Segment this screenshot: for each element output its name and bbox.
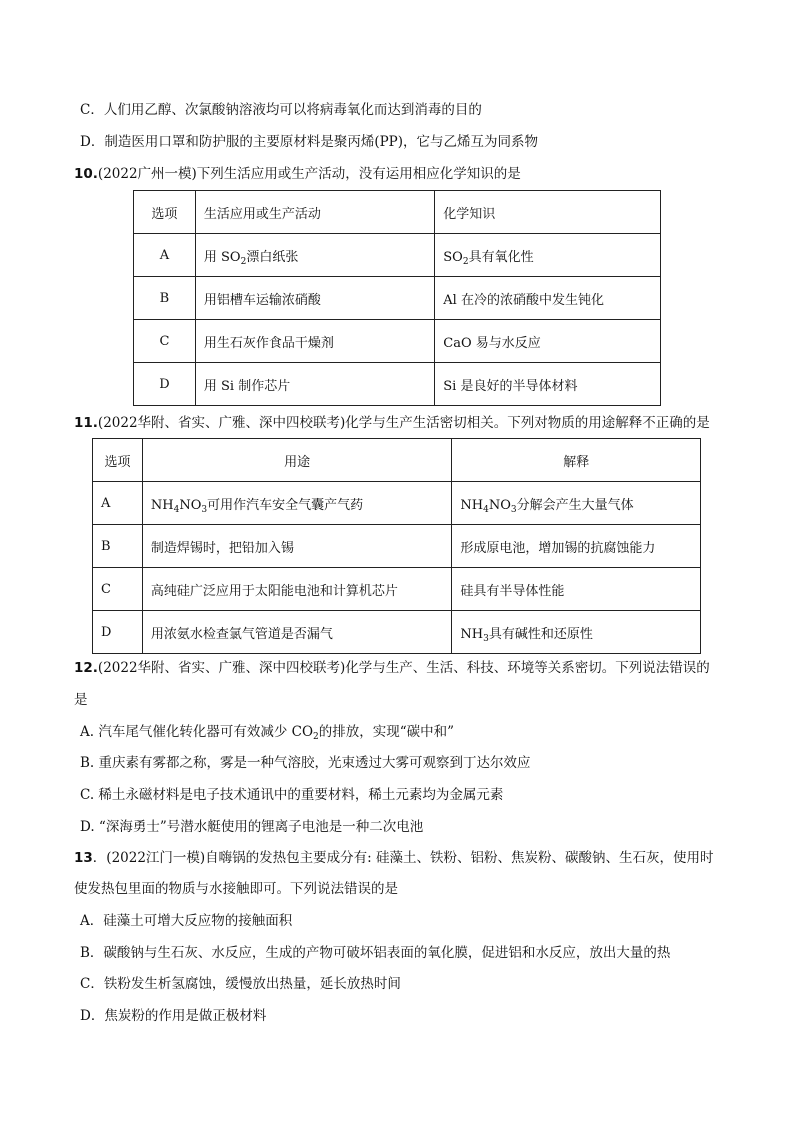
activity-cell: 用 $SO_2$漂白纸张 <box>195 234 434 277</box>
knowledge-cell: Al 在冷的浓硝酸中发生钝化 <box>435 277 661 320</box>
table-row <box>93 525 701 568</box>
q11-number: 11. <box>74 415 98 431</box>
table-row <box>134 363 661 406</box>
q13-stem-text: ．(2022江门一模)自嗨锅的发热包主要成分有: 硅藻土、铁粉、铝粉、焦炭粉、碳酸钠、生石灰，使用时 <box>92 850 714 866</box>
q13-number: 13 <box>74 850 93 866</box>
q12-stem-text: (2022华附、省实、广雅、深中四校联考)化学与生产、生活、科技、环境等关系密切。下列说法错误的 <box>97 660 710 676</box>
table-row <box>93 568 701 611</box>
q10-stem <box>74 164 521 184</box>
option-cell: A <box>134 234 196 277</box>
q9-option-c: C．人们用乙醇、次氯酸钠溶液均可以将病毒氧化而达到消毒的目的 <box>80 102 482 118</box>
option-cell: C <box>93 568 143 611</box>
q13-option-a: A．硅藻土可增大反应物的接触面积 <box>80 913 293 929</box>
explanation-cell: $NH_3$具有碱性和还原性 <box>452 611 701 654</box>
q10-stem-text: (2022广州一模)下列生活应用或生产活动，没有运用相应化学知识的是 <box>97 166 521 182</box>
q12-stem <box>74 658 710 678</box>
q11-table <box>92 438 701 654</box>
option-cell: C <box>134 320 196 363</box>
q13-option-b: B．碳酸钠与生石灰、水反应，生成的产物可破坏铝表面的氧化膜，促进铝和水反应，放出大量的热 <box>80 945 671 961</box>
usage-cell: 高纯硅广泛应用于太阳能电池和计算机芯片 <box>142 568 451 611</box>
activity-cell: 用 Si 制作芯片 <box>195 363 434 406</box>
table-row <box>93 482 701 525</box>
q13-option-d: D．焦炭粉的作用是做正极材料 <box>80 1008 267 1024</box>
activity-cell: 用生石灰作食品干燥剂 <box>195 320 434 363</box>
table-header-row <box>134 191 661 234</box>
q12-stem-line2: 是 <box>74 692 88 708</box>
option-cell: D <box>93 611 143 654</box>
q13-option-c: C．铁粉发生析氢腐蚀，缓慢放出热量，延长放热时间 <box>80 976 401 992</box>
table-header-cell: 选项 <box>134 191 196 234</box>
q12-number: 12. <box>74 660 98 676</box>
q13-stem <box>74 848 714 868</box>
table-header-cell: 选项 <box>93 439 143 482</box>
option-cell: D <box>134 363 196 406</box>
activity-cell: 用铝槽车运输浓硝酸 <box>195 277 434 320</box>
knowledge-cell: CaO 易与水反应 <box>435 320 661 363</box>
usage-cell: 用浓氨水检查氯气管道是否漏气 <box>142 611 451 654</box>
q12-option-b: B. 重庆素有雾都之称，雾是一种气溶胶，光束透过大雾可观察到丁达尔效应 <box>80 755 531 771</box>
q12-option-a: A. 汽车尾气催化转化器可有效减少 $CO_2$的排放，实现“碳中和” <box>80 724 455 742</box>
q11-stem-text: (2022华附、省实、广雅、深中四校联考)化学与生产生活密切相关。下列对物质的用途解释不正确的是 <box>97 415 710 431</box>
table-header-row <box>93 439 701 482</box>
option-cell: A <box>93 482 143 525</box>
q11-stem <box>74 413 710 433</box>
q9-option-d: D．制造医用口罩和防护服的主要原材料是聚丙烯(PP)，它与乙烯互为同系物 <box>80 134 539 150</box>
table-header-cell: 生活应用或生产活动 <box>195 191 434 234</box>
explanation-cell: 硅具有半导体性能 <box>452 568 701 611</box>
q13-stem-line2: 使发热包里面的物质与水接触即可。下列说法错误的是 <box>74 881 398 897</box>
table-header-cell: 解释 <box>452 439 701 482</box>
explanation-cell: $NH_4NO_3$分解会产生大量气体 <box>452 482 701 525</box>
option-cell: B <box>93 525 143 568</box>
q10-table <box>133 190 661 406</box>
usage-cell: $NH_4NO_3$可用作汽车安全气囊产气药 <box>142 482 451 525</box>
q12-option-d: D. “深海勇士”号潜水艇使用的锂离子电池是一种二次电池 <box>80 819 424 835</box>
q10-number: 10. <box>74 166 98 182</box>
table-row <box>134 234 661 277</box>
option-cell: B <box>134 277 196 320</box>
knowledge-cell: Si 是良好的半导体材料 <box>435 363 661 406</box>
explanation-cell: 形成原电池，增加锡的抗腐蚀能力 <box>452 525 701 568</box>
knowledge-cell: $SO_2$具有氧化性 <box>435 234 661 277</box>
table-row <box>134 320 661 363</box>
table-header-cell: 用途 <box>142 439 451 482</box>
usage-cell: 制造焊锡时，把铅加入锡 <box>142 525 451 568</box>
table-header-cell: 化学知识 <box>435 191 661 234</box>
q12-option-c: C. 稀土永磁材料是电子技术通讯中的重要材料，稀土元素均为金属元素 <box>80 787 504 803</box>
table-row <box>134 277 661 320</box>
table-row <box>93 611 701 654</box>
